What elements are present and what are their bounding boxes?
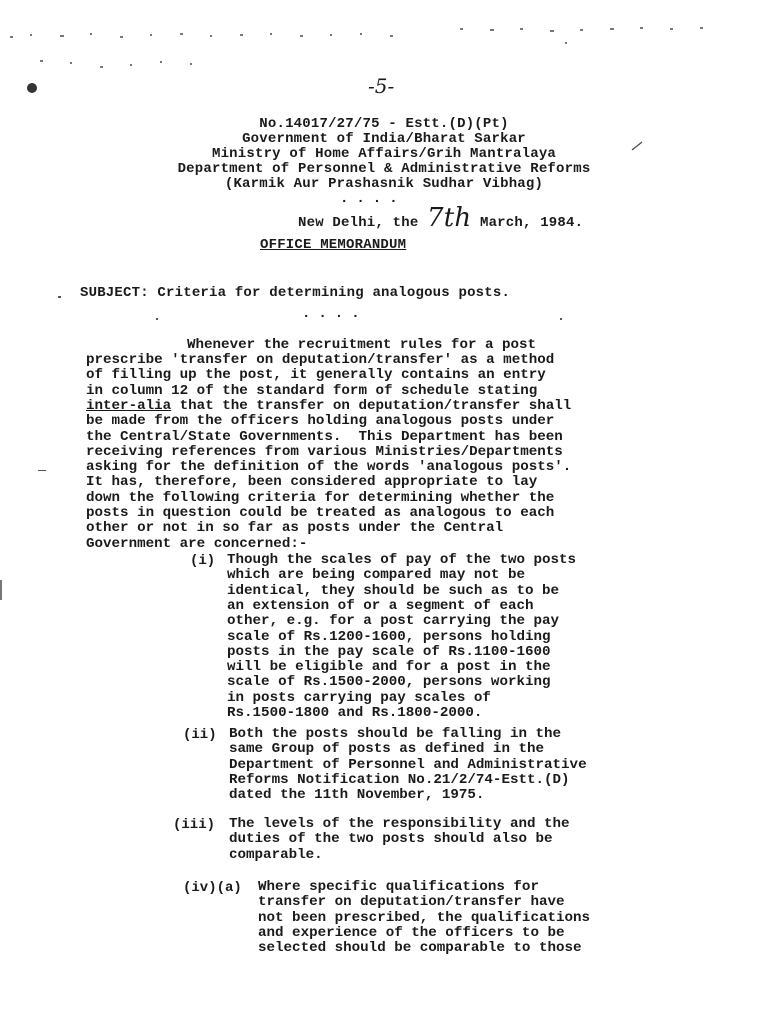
criteria-line: and experience of the officers to be bbox=[258, 924, 565, 941]
criteria-line: duties of the two posts should also be bbox=[229, 831, 553, 848]
criteria-line: selected should be comparable to those bbox=[258, 940, 582, 957]
criteria-line: comparable. bbox=[229, 846, 323, 863]
header-separator: .... bbox=[340, 191, 406, 207]
criteria-line: Where specific qualifications for bbox=[258, 879, 539, 895]
intro-line: prescribe 'transfer on deputation/transfer' as a method bbox=[86, 352, 555, 368]
intro-line: the Central/State Governments. This Department has been bbox=[86, 428, 563, 445]
criteria-line: not been prescribed, the qualifications bbox=[258, 909, 591, 926]
criteria-line: scale of Rs.1500-2000, persons working bbox=[227, 674, 551, 691]
government-line: Government of India/Bharat Sarkar bbox=[242, 131, 526, 147]
criteria-marker: (ii) bbox=[183, 727, 217, 743]
intro-line: in column 12 of the standard form of schedule stating bbox=[86, 382, 538, 399]
date-handwritten: 7th bbox=[427, 203, 472, 233]
memo-title: OFFICE MEMORANDUM bbox=[260, 237, 407, 253]
criteria-line: will be eligible and for a post in the bbox=[227, 659, 551, 676]
date-suffix: March, 1984. bbox=[479, 215, 584, 231]
criteria-line: Though the scales of pay of the two posts bbox=[227, 552, 577, 568]
criteria-line: dated the 11th November, 1975. bbox=[229, 787, 485, 804]
intro-line: down the following criteria for determining whether the bbox=[86, 489, 555, 506]
criteria-line: transfer on deputation/transfer have bbox=[258, 894, 565, 911]
subject-label: SUBJECT: bbox=[80, 285, 149, 301]
intro-line: of filling up the post, it generally contains an entry bbox=[86, 367, 546, 384]
date-prefix: New Delhi, the bbox=[298, 215, 419, 231]
criteria-line: Rs.1500-1800 and Rs.1800-2000. bbox=[227, 705, 483, 721]
intro-line: posts in question could be treated as analogous to each bbox=[86, 505, 555, 521]
intro-line: asking for the definition of the words 'analogous posts'. bbox=[86, 459, 572, 476]
criteria-marker: (i) bbox=[190, 553, 216, 569]
file-number: No.14017/27/75 - Estt.(D)(Pt) bbox=[259, 116, 509, 132]
department-hindi-line: (Karmik Aur Prashasnik Sudhar Vibhag) bbox=[224, 176, 544, 192]
intro-line: Government are concerned:- bbox=[86, 535, 308, 552]
criteria-line: posts in the pay scale of Rs.1100-1600 bbox=[227, 643, 551, 660]
subject-text: Criteria for determining analogous posts. bbox=[157, 285, 511, 301]
intro-line: other or not in so far as posts under the Central bbox=[86, 520, 504, 537]
criteria-line: same Group of posts as defined in the bbox=[229, 741, 545, 758]
subject-separator: .... bbox=[302, 306, 368, 322]
subject-line bbox=[80, 286, 510, 301]
intro-line bbox=[86, 399, 571, 414]
criteria-marker: (iii) bbox=[173, 817, 216, 833]
ministry-line: Ministry of Home Affairs/Grih Mantralaya bbox=[211, 146, 557, 162]
intro-line: receiving references from various Ministries/Departments bbox=[86, 443, 563, 460]
criteria-marker: (iv)(a) bbox=[183, 880, 242, 896]
criteria-line: The levels of the responsibility and the bbox=[229, 816, 570, 832]
page-number: -5- bbox=[368, 74, 395, 98]
criteria-line: Both the posts should be falling in the bbox=[229, 726, 562, 742]
date-line bbox=[298, 203, 584, 233]
intro-line: be made from the officers holding analogous posts under bbox=[86, 413, 555, 430]
criteria-line: other, e.g. for a post carrying the pay bbox=[227, 613, 560, 630]
inter-alia-term: inter-alia bbox=[86, 397, 172, 414]
intro-first-line: Whenever the recruitment rules for a post bbox=[187, 337, 537, 353]
criteria-line: which are being compared may not be bbox=[227, 567, 525, 584]
department-line: Department of Personnel & Administrative Reforms bbox=[177, 161, 591, 177]
criteria-line: scale of Rs.1200-1600, persons holding bbox=[227, 628, 551, 645]
criteria-line: Reforms Notification No.21/2/74-Estt.(D) bbox=[229, 771, 570, 788]
criteria-line: identical, they should be such as to be bbox=[227, 582, 560, 599]
criteria-line: an extension of or a segment of each bbox=[227, 597, 534, 614]
criteria-line: in posts carrying pay scales of bbox=[227, 689, 491, 706]
intro-line-text: that the transfer on deputation/transfer shall bbox=[171, 397, 572, 414]
intro-line: It has, therefore, been considered appropriate to lay bbox=[86, 474, 538, 491]
criteria-line: Department of Personnel and Administrative bbox=[229, 756, 587, 773]
